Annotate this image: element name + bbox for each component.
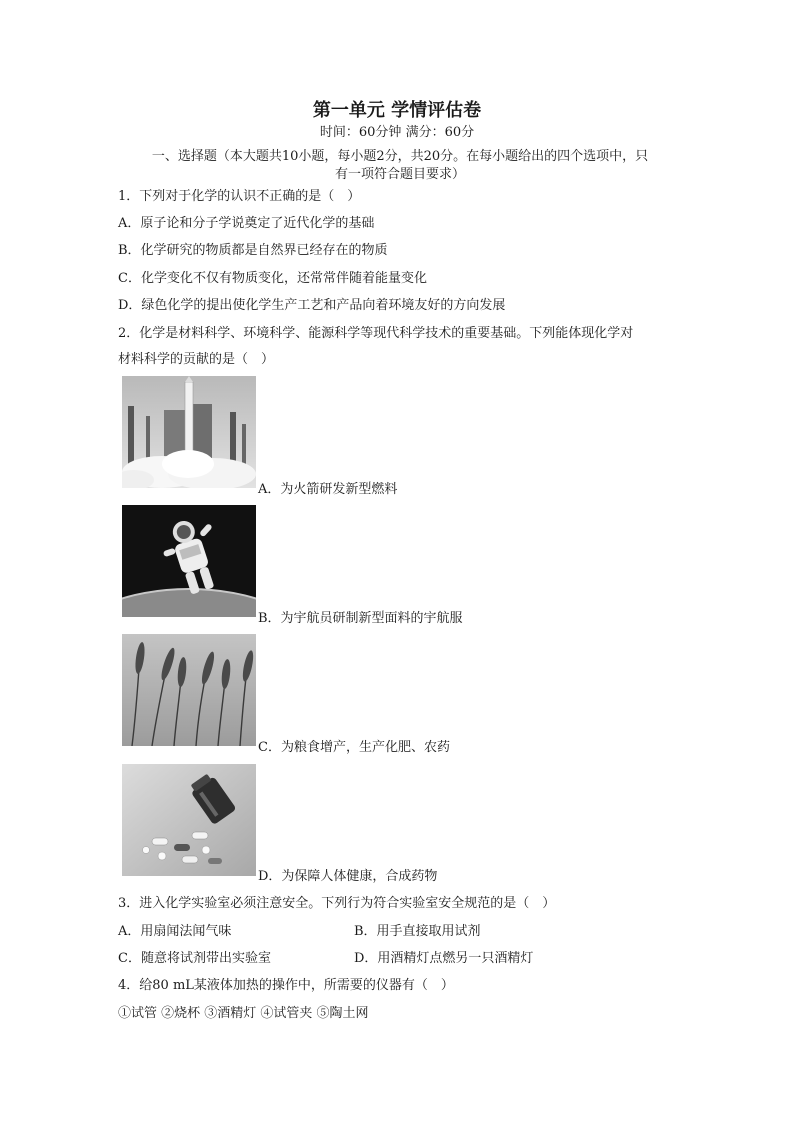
medicine-pills-photo [122,764,256,876]
question-1-option-b: B．化学研究的物质都是自然界已经存在的物质 [118,243,388,258]
section-heading [120,148,680,184]
question-2-stem-line-1: 2．化学是材料科学、环境科学、能源科学等现代科学技术的重要基础。下列能体现化学对 [118,326,634,341]
question-2-stem-line-2: 材料科学的贡献的是（ ） [118,352,275,367]
exam-subtitle: 时间：60分钟 满分：60分 [319,125,475,140]
question-3-stem: 3．进入化学实验室必须注意安全。下列行为符合实验室安全规范的是（ ） [118,896,556,911]
question-1-option-c: C．化学变化不仅有物质变化，还常常伴随着能量变化 [118,271,427,286]
question-1-stem: 1．下列对于化学的认识不正确的是（ ） [118,189,361,204]
wheat-photo [122,634,256,746]
section-heading-line-2: 有一项符合题目要求） [334,167,465,182]
question-2-option-b: B．为宇航员研制新型面料的宇航服 [258,611,463,626]
question-3-option-c: C．随意将试剂带出实验室 [118,951,271,966]
question-2-option-c: C．为粮食增产，生产化肥、农药 [258,740,450,755]
question-3-option-a: A．用扇闻法闻气味 [118,924,232,939]
section-heading-line-1: 一、选择题（本大题共10小题，每小题2分，共20分。在每小题给出的四个选项中，只 [151,149,649,164]
question-3-option-b: B．用手直接取用试剂 [354,924,481,939]
question-2-option-d: D．为保障人体健康，合成药物 [258,869,438,884]
rocket-launch-photo [122,376,256,488]
astronaut-photo [122,505,256,617]
question-4-items: ①试管 ②烧杯 ③酒精灯 ④试管夹 ⑤陶土网 [118,1006,369,1021]
question-1-option-d: D．绿色化学的提出使化学生产工艺和产品向着环境友好的方向发展 [118,298,506,313]
question-2-option-a: A．为火箭研发新型燃料 [258,482,398,497]
page-title: 第一单元 学情评估卷 [312,100,482,121]
question-1-option-a: A．原子论和分子学说奠定了近代化学的基础 [118,216,375,231]
question-3-option-d: D．用酒精灯点燃另一只酒精灯 [354,951,534,966]
question-4-stem: 4．给80 mL某液体加热的操作中，所需要的仪器有（ ） [118,978,454,993]
